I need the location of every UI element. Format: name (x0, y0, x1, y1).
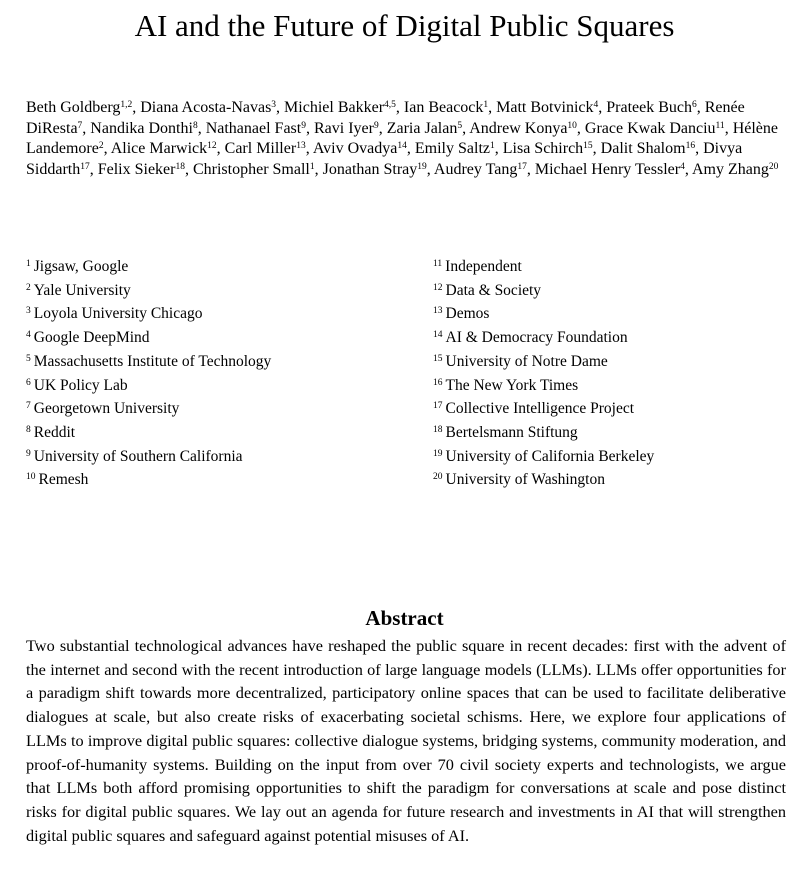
affiliation-item: $^{11}$ Independent (433, 258, 522, 275)
abstract-heading: Abstract (365, 606, 444, 630)
author-affiliation-marker: 20 (768, 161, 779, 172)
author: Nathanael Fast$^9$, (205, 119, 314, 137)
author-affiliation-marker: 1 (309, 161, 315, 172)
abstract-text: Two substantial technological advances have reshaped the public square in recent decades: first with the advent of the internet and second with the recent introduction of large language models (LLMs). LLMs offer opportunities for a paradigm shift towards more decentralized, participatory online spaces that can be used to facilitate deliberative dialogues at scale, but also create risks of exacerbating societal schisms. Here, we explore four applications of LLMs to improve digital public squares: collective dialogue systems, bridging systems, community moderation, and proof-of-humanity systems. Building on the input from over 70 civil society experts and technologists, we argue that LLMs both afford promising opportunities to shift the paradigm for conversations at scale and pose distinct risks for digital public squares. We lay out an agenda for future research and investments in AI that will strengthen digital public squares and safeguard against potential misuses of AI. (26, 636, 786, 845)
affiliation-item: $^{17}$ Collective Intelligence Project (433, 400, 635, 418)
author-affiliation-marker: 9 (373, 120, 379, 131)
author-affiliation-marker: 1,2 (120, 100, 133, 110)
affiliation-item: $^1$ Jigsaw, Google (26, 258, 129, 275)
affiliation-item: $^5$ Massachusetts Institute of Technology (26, 352, 272, 370)
author: Dalit Shalom$^{16}$, (600, 140, 704, 157)
author-affiliation-marker: 13 (296, 141, 306, 151)
author: Michael Henry Tessler$^4$, (534, 160, 692, 178)
author: Zaria Jalan$^5$, (386, 119, 470, 137)
affiliation-item: $^{13}$ Demos (433, 305, 490, 323)
author: Divya Siddarth$^{17}$, (26, 140, 743, 178)
affiliation-item: $^3$ Loyola University Chicago (26, 305, 203, 323)
author-affiliation-marker: 4,5 (384, 100, 396, 110)
affiliation-item: $^{20}$ University of Washington (433, 471, 605, 489)
author-affiliation-marker: 3 (271, 100, 277, 110)
author-affiliation-marker: 8 (192, 120, 198, 131)
affiliation-item: $^4$ Google DeepMind (26, 329, 150, 347)
author-affiliation-marker: 7 (77, 120, 83, 131)
affiliation-item: $^{10}$ Remesh (26, 471, 89, 489)
author: Lisa Schirch$^{15}$, (502, 140, 601, 157)
author-affiliation-marker: 4 (593, 100, 599, 110)
author: Audrey Tang$^{17}$, (433, 160, 535, 178)
author-affiliation-marker: 1 (490, 141, 495, 151)
author-affiliation-marker: 14 (397, 141, 407, 151)
author-affiliation-marker: 4 (680, 161, 685, 172)
affiliation-item: $^8$ Reddit (26, 423, 76, 441)
author: Felix Sieker$^{18}$, (97, 160, 193, 178)
affiliation-item: $^{16}$ The New York Times (433, 376, 579, 394)
paper-title: AI and the Future of Digital Public Squares (134, 8, 675, 43)
author: Matt Botvinick$^4$, (496, 99, 607, 116)
affiliation-item: $^{18}$ Bertelsmann Stiftung (433, 423, 578, 441)
affiliation-item: $^{14}$ AI & Democracy Foundation (433, 329, 628, 347)
author: Hélène Landemore$^2$, (26, 119, 778, 157)
author: Nandika Donthi$^8$, (90, 119, 206, 137)
author: Ian Beacock$^1$, (403, 99, 497, 116)
affiliation-item: $^6$ UK Policy Lab (26, 376, 128, 394)
affiliation-item: $^{19}$ University of California Berkeley (433, 447, 655, 465)
author-affiliation-marker: 16 (685, 141, 696, 151)
affiliation-item: $^{12}$ Data & Society (433, 281, 542, 299)
author-affiliation-marker: 6 (691, 100, 697, 110)
author-affiliation-marker: 2 (98, 141, 104, 151)
author: Renée DiResta$^7$, (26, 99, 745, 137)
author: Jonathan Stray$^{19}$, (322, 160, 434, 178)
author: Amy Zhang$^{20}$ (691, 160, 779, 178)
author-affiliation-marker: 1 (483, 100, 489, 110)
author-list (26, 98, 796, 180)
author: Michiel Bakker$^{4,5}$, (284, 99, 404, 116)
author: Prateek Buch$^6$, (606, 99, 705, 116)
author-affiliation-marker: 12 (207, 141, 217, 151)
author-affiliation-marker: 9 (301, 120, 306, 131)
author-affiliation-marker: 18 (175, 161, 185, 172)
affiliation-item: $^7$ Georgetown University (26, 400, 180, 418)
affiliation-item: $^2$ Yale University (26, 281, 131, 299)
author-affiliation-marker: 17 (80, 161, 90, 172)
author: Emily Saltz$^1$, (414, 140, 503, 157)
author: Beth Goldberg$^{1,2}$, (26, 99, 141, 116)
author: Grace Kwak Danciu$^{11}$, (584, 119, 733, 137)
affiliation-list-left (26, 255, 271, 492)
author: Christopher Small$^1$, (192, 160, 323, 178)
affiliation-item: $^9$ University of Southern California (26, 447, 243, 465)
author: Andrew Konya$^{10}$, (469, 119, 585, 137)
author-affiliation-marker: 11 (715, 120, 725, 131)
affiliation-item: $^{15}$ University of Notre Dame (433, 352, 608, 370)
author: Alice Marwick$^{12}$, (110, 140, 225, 157)
author: Ravi Iyer$^9$, (313, 119, 387, 137)
author-affiliation-marker: 15 (583, 141, 593, 151)
author-affiliation-marker: 19 (417, 161, 427, 172)
author-affiliation-marker: 5 (457, 120, 463, 131)
author-affiliation-marker: 10 (567, 120, 577, 131)
affiliation-list-right (433, 255, 654, 492)
author: Aviv Ovadya$^{14}$, (312, 140, 415, 157)
author: Carl Miller$^{13}$, (224, 140, 313, 157)
author-affiliation-marker: 17 (517, 161, 527, 172)
author: Diana Acosta-Navas$^3$, (140, 99, 285, 116)
